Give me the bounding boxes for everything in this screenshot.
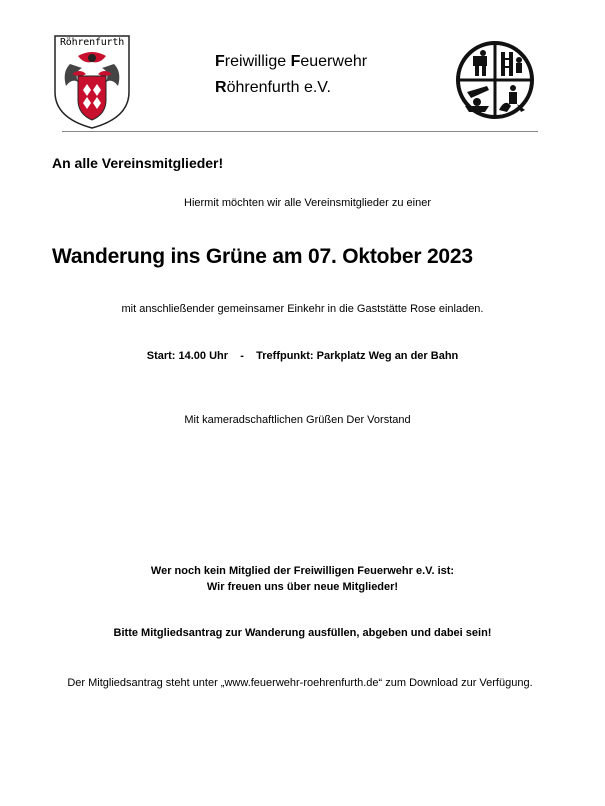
greeting: An alle Vereinsmitglieder!: [52, 155, 224, 171]
fire-brigade-emblem-logo: [455, 40, 535, 120]
organization-name: [215, 49, 367, 101]
organization-line-1: Freiwillige Feuerwehr: [215, 53, 368, 70]
membership-notice-line-2: Wir freuen uns über neue Mitglieder!: [206, 581, 399, 593]
event-headline: Wanderung ins Grüne am 07. Oktober 2023: [52, 245, 473, 268]
download-info: Der Mitgliedsantrag steht unter „www.feuerwehr-roehrenfurth.de“ zum Download zur Verfügung.: [67, 677, 533, 689]
followup-text: mit anschließender gemeinsamer Einkehr in die Gaststätte Rose einladen.: [121, 303, 484, 315]
header-divider: [62, 131, 538, 132]
intro-text: Hiermit möchten wir alle Vereinsmitglieder zu einer: [184, 197, 431, 209]
coat-of-arms-logo: [52, 34, 132, 130]
organization-line-2: Röhrenfurth e.V.: [215, 79, 331, 96]
application-call: Bitte Mitgliedsantrag zur Wanderung ausfüllen, abgeben und dabei sein!: [113, 627, 492, 639]
membership-notice: [0, 563, 605, 595]
start-meeting-point: Start: 14.00 Uhr - Treffpunkt: Parkplatz Weg an der Bahn: [146, 350, 459, 362]
membership-notice-line-1: Wer noch kein Mitglied der Freiwilligen Feuerwehr e.V. ist:: [150, 565, 455, 577]
coat-label: Röhrenfurth: [59, 37, 125, 48]
regards-text: Mit kameradschaftlichen Grüßen Der Vorstand: [184, 414, 411, 426]
